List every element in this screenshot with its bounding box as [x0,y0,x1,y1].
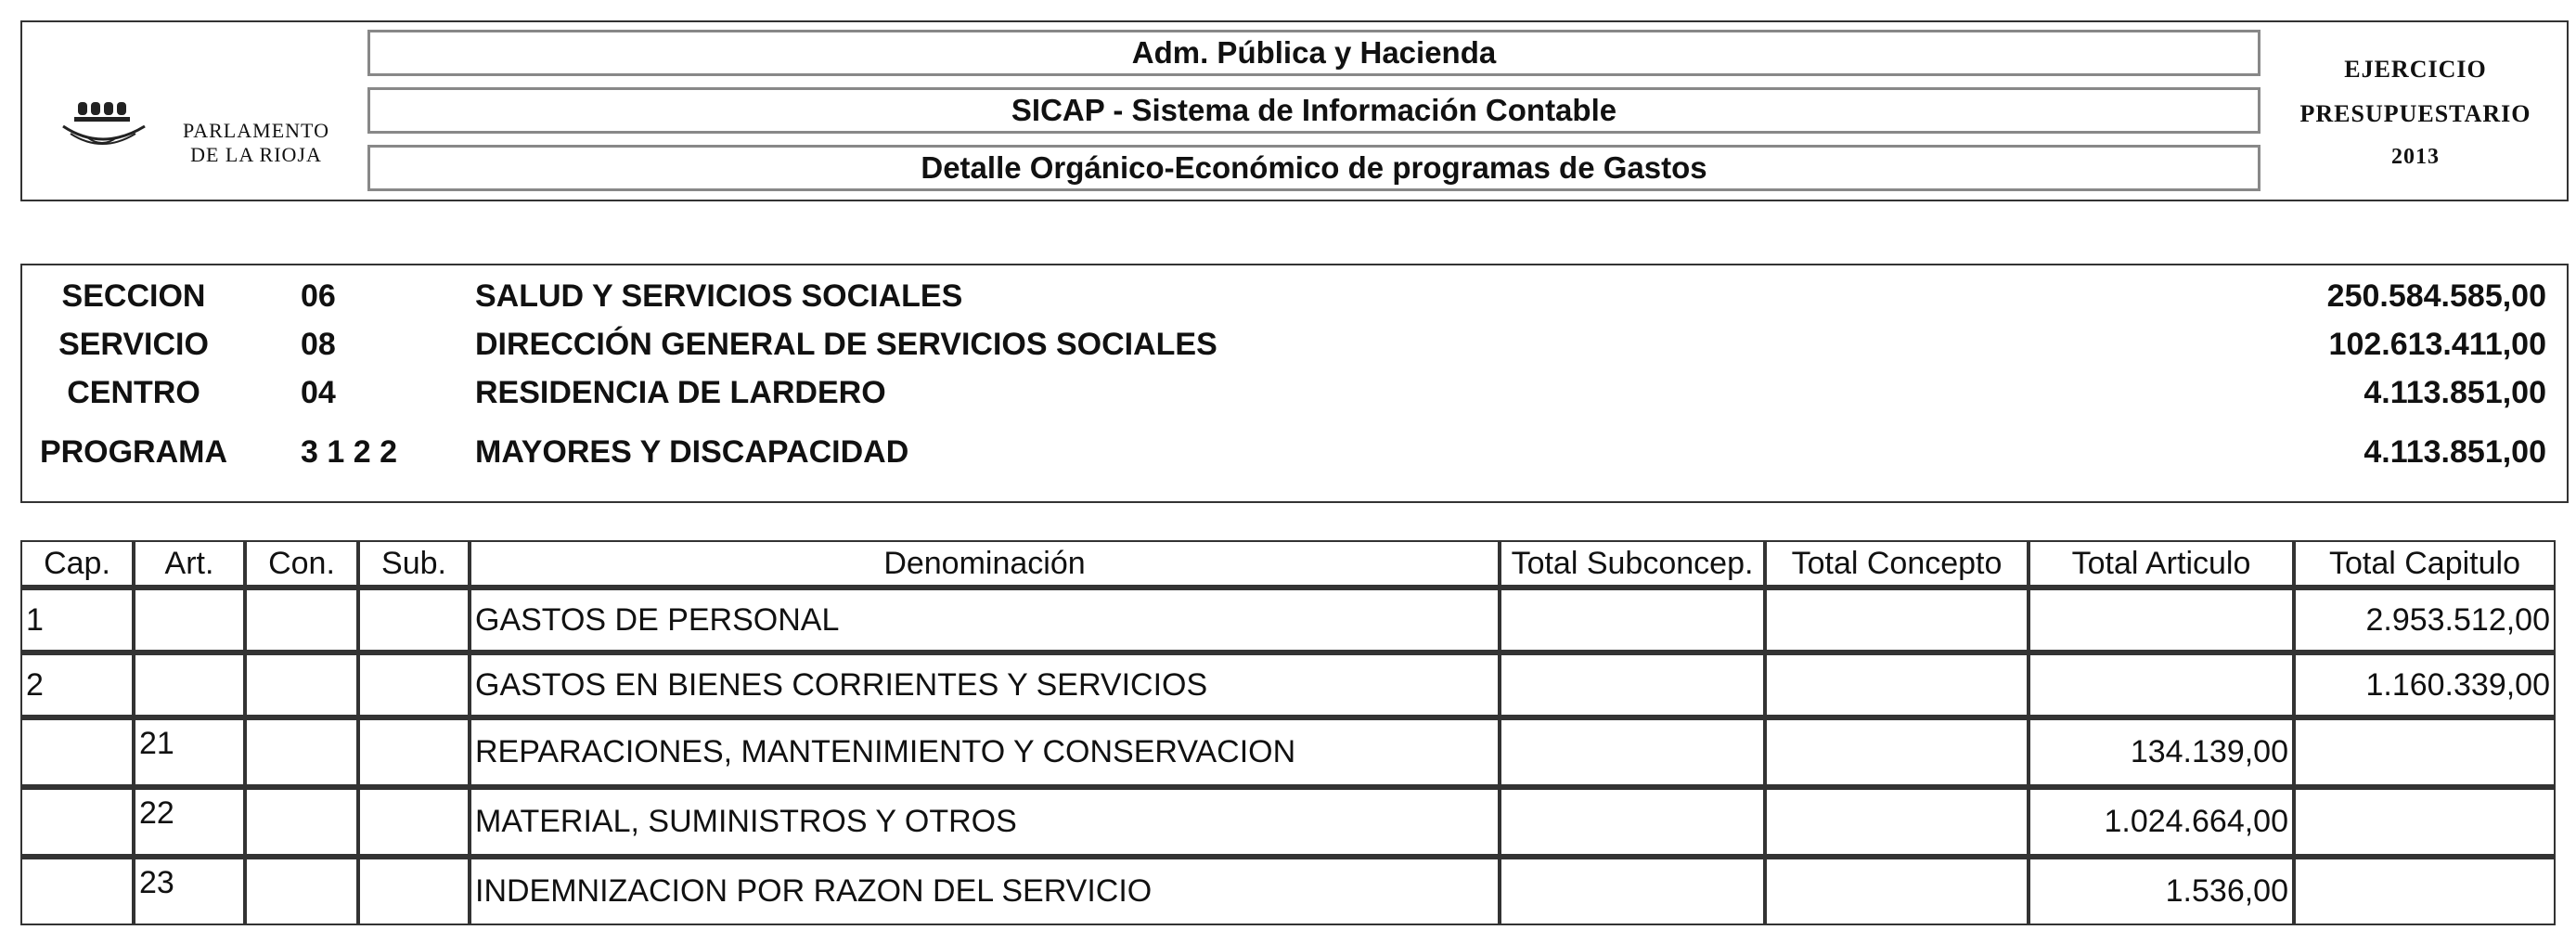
centro-code: 04 [301,375,336,410]
seccion-name: SALUD Y SERVICIOS SOCIALES [475,278,963,314]
col-header-art: Art. [134,540,245,587]
cell-cap [20,786,134,856]
ejercicio-presupuestario [2266,22,2565,199]
cell-total-capitulo: 1.160.339,00 [2294,652,2556,717]
parlamento-logo [50,78,356,180]
summary-row-seccion [22,278,2567,319]
cell-total-concepto [1765,652,2029,717]
cell-art: 22 [134,786,245,856]
document-header [20,20,2569,201]
cell-denominacion: MATERIAL, SUMINISTROS Y OTROS [470,786,1500,856]
servicio-amount: 102.613.411,00 [2328,327,2546,362]
cell-cap [20,856,134,925]
expense-detail-table [20,540,2556,925]
col-header-denominacion: Denominación [470,540,1500,587]
cell-total-concepto [1765,717,2029,786]
cell-total-articulo: 1.536,00 [2029,856,2294,925]
logo-text-line-2: DE LA RIOJA [190,143,322,166]
cell-denominacion: GASTOS DE PERSONAL [470,587,1500,652]
cell-sub [358,717,470,786]
logo-text [173,119,340,167]
servicio-code: 08 [301,327,336,362]
cell-art [134,652,245,717]
cell-con [245,786,358,856]
cell-total-concepto [1765,856,2029,925]
header-title-report: Detalle Orgánico-Económico de programas de Gastos [367,145,2260,191]
parliament-emblem-icon [59,95,161,169]
cell-sub [358,652,470,717]
col-header-sub: Sub. [358,540,470,587]
cell-total-capitulo [2294,856,2556,925]
cell-cap: 1 [20,587,134,652]
cell-con [245,652,358,717]
seccion-code: 06 [301,278,336,314]
col-header-con: Con. [245,540,358,587]
header-title-department: Adm. Pública y Hacienda [367,30,2260,76]
cell-con [245,717,358,786]
summary-row-centro [22,375,2567,416]
cell-total-articulo [2029,652,2294,717]
cell-total-subconcep [1500,717,1765,786]
program-summary [20,264,2569,503]
col-header-cap: Cap. [20,540,134,587]
cell-sub [358,587,470,652]
cell-total-articulo: 1.024.664,00 [2029,786,2294,856]
cell-denominacion: INDEMNIZACION POR RAZON DEL SERVICIO [470,856,1500,925]
presupuestario-label: PRESUPUESTARIO [2299,100,2531,127]
centro-amount: 4.113.851,00 [2363,375,2546,410]
cell-art: 23 [134,856,245,925]
seccion-label: SECCION [61,278,206,314]
programa-amount: 4.113.851,00 [2363,434,2546,470]
cell-total-concepto [1765,587,2029,652]
col-header-total-concepto: Total Concepto [1765,540,2029,587]
ejercicio-label: EJERCICIO [2344,56,2487,83]
centro-label: CENTRO [67,375,200,410]
servicio-label: SERVICIO [58,327,209,362]
cell-total-capitulo: 2.953.512,00 [2294,587,2556,652]
cell-sub [358,856,470,925]
cell-con [245,587,358,652]
cell-total-concepto [1765,786,2029,856]
logo-text-line-1: PARLAMENTO [183,119,329,142]
table-row [20,717,2556,786]
programa-code: 3 1 2 2 [301,434,397,470]
cell-total-subconcep [1500,786,1765,856]
col-header-total-articulo: Total Articulo [2029,540,2294,587]
servicio-name: DIRECCIÓN GENERAL DE SERVICIOS SOCIALES [475,327,1217,362]
col-header-total-subconcep: Total Subconcep. [1500,540,1765,587]
header-title-system: SICAP - Sistema de Información Contable [367,87,2260,134]
summary-row-programa [22,434,2567,475]
cell-total-capitulo [2294,786,2556,856]
table-row [20,587,2556,652]
cell-total-articulo: 134.139,00 [2029,717,2294,786]
programa-name: MAYORES Y DISCAPACIDAD [475,434,909,470]
cell-con [245,856,358,925]
cell-cap [20,717,134,786]
ejercicio-year: 2013 [2391,145,2440,169]
cell-cap: 2 [20,652,134,717]
cell-denominacion: GASTOS EN BIENES CORRIENTES Y SERVICIOS [470,652,1500,717]
cell-total-articulo [2029,587,2294,652]
cell-total-subconcep [1500,856,1765,925]
cell-denominacion: REPARACIONES, MANTENIMIENTO Y CONSERVACION [470,717,1500,786]
cell-art [134,587,245,652]
programa-label: PROGRAMA [39,434,228,470]
table-row [20,856,2556,925]
cell-total-capitulo [2294,717,2556,786]
seccion-amount: 250.584.585,00 [2326,278,2546,314]
table-row [20,786,2556,856]
cell-sub [358,786,470,856]
summary-row-servicio [22,327,2567,368]
col-header-total-capitulo: Total Capitulo [2294,540,2556,587]
centro-name: RESIDENCIA DE LARDERO [475,375,886,410]
cell-total-subconcep [1500,587,1765,652]
table-header-row [20,540,2556,587]
cell-total-subconcep [1500,652,1765,717]
table-row [20,652,2556,717]
cell-art: 21 [134,717,245,786]
